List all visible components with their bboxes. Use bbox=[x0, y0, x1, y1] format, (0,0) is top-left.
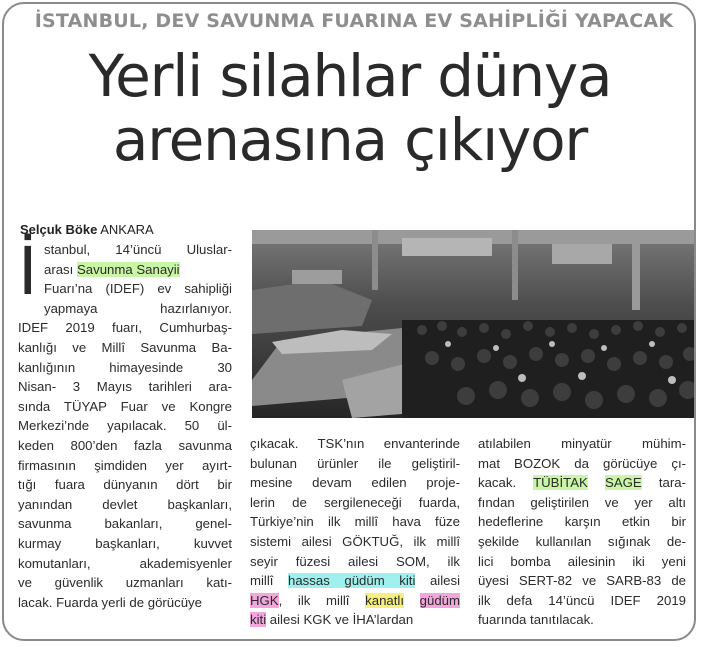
text-line: hedeflerine karşın etkin bir bbox=[478, 514, 686, 530]
article-headline bbox=[10, 44, 690, 172]
byline-location: ANKARA bbox=[100, 222, 154, 237]
highlight-kanatli: kanatlı bbox=[365, 592, 404, 608]
text-line: üyesi SERT-82 ve SARB-83 de bbox=[478, 573, 686, 589]
text-line: lici bomba ailesinin iki yeni bbox=[478, 553, 686, 569]
text-line: kurmay başkanları, kuvvet bbox=[18, 535, 232, 551]
text-line: kanlığının himayesinde 30 bbox=[18, 359, 232, 375]
text-line: seyir füzesi ailesi SOM, ilk bbox=[250, 553, 460, 569]
text-line: ve güvenlik uzmanları katı- bbox=[18, 575, 232, 591]
drop-cap: İ bbox=[18, 233, 38, 310]
highlight-savunma-sanayii: Savunma Sanayii bbox=[76, 261, 180, 277]
text-line: stanbul, 14’üncü Uluslar- bbox=[44, 242, 232, 257]
text-line: tığı fuara dünyanın dört bir bbox=[18, 477, 232, 493]
highlight-hassas-gudum-kiti: hassas güdüm kiti bbox=[288, 573, 416, 589]
text-line: Nisan- 3 Mayıs tarihleri ara- bbox=[18, 379, 232, 395]
headline-line-2: arenasına çıkıyor bbox=[112, 106, 588, 174]
highlight-hgk: HGK bbox=[250, 592, 279, 608]
text-fragment: arası bbox=[44, 261, 77, 277]
text-line: mat BOZOK da görücüye çı- bbox=[478, 455, 686, 471]
text-line bbox=[250, 571, 460, 591]
text-line: Merkezi’nde yapılacak. 50 ül- bbox=[18, 418, 232, 434]
highlight-tubitak: TÜBİTAK bbox=[533, 475, 588, 491]
article-clipping bbox=[2, 2, 696, 641]
text-fragment: ailesi bbox=[415, 573, 460, 589]
text-line bbox=[250, 610, 460, 630]
text-column-3 bbox=[478, 434, 686, 630]
text-line: Türkiye’nin ilk millî hava füze bbox=[250, 514, 460, 530]
text-line bbox=[44, 260, 232, 280]
article-byline bbox=[20, 222, 154, 237]
highlight-kiti: kiti bbox=[250, 612, 267, 628]
text-line: bulunan ürünler ile geliştiril- bbox=[250, 455, 460, 471]
text-line: atılabilen minyatür mühim- bbox=[478, 436, 686, 451]
text-line: kanlığı ve Millî Savunma Ba- bbox=[18, 339, 232, 355]
text-fragment: millî bbox=[250, 573, 289, 589]
text-line: IDEF 2019 fuarı, Cumhurbaş- bbox=[18, 320, 232, 336]
text-fragment: tara- bbox=[641, 475, 687, 491]
text-line: fuarında tanıtılacak. bbox=[478, 612, 594, 628]
text-line: Fuarı’na (IDEF) ev sahipliği bbox=[44, 281, 232, 297]
text-line: yapmaya hazırlanıyor. bbox=[44, 300, 232, 316]
text-line: firmasının şimdiden yer ayırt- bbox=[18, 457, 232, 473]
text-line: yanından devlet başkanları, bbox=[18, 496, 232, 512]
text-line: komutanları, akademisyenler bbox=[18, 555, 232, 571]
text-line: lerin de sergileneceği fuarda, bbox=[250, 494, 460, 510]
text-fragment: kacak. bbox=[478, 475, 534, 491]
highlight-sage: SAGE bbox=[605, 475, 642, 491]
text-line: keden 800’den fazla savunma bbox=[18, 437, 232, 453]
text-line: sistemi ailesi GÖKTUĞ, ilk millî bbox=[250, 533, 460, 549]
text-line: fından geliştirilen ve yer altı bbox=[478, 494, 686, 510]
byline-author: Selçuk Böke bbox=[20, 222, 98, 237]
text-line: savunma bakanları, genel- bbox=[18, 516, 232, 532]
text-fragment: , ilk millî bbox=[278, 592, 366, 608]
text-line: şekilde kullanılan sığınak de- bbox=[478, 533, 686, 549]
text-fragment bbox=[588, 475, 605, 490]
text-column-2 bbox=[250, 434, 460, 630]
text-fragment: ailesi KGK ve İHA’lardan bbox=[266, 612, 414, 628]
text-line: çıkacak. TSK’nın envanterinde bbox=[250, 436, 460, 451]
article-photo bbox=[252, 230, 696, 418]
text-line bbox=[250, 591, 460, 611]
text-line: ilk defa 14’üncü IDEF 2019 bbox=[478, 592, 686, 608]
text-line: sında TÜYAP Fuar ve Kongre bbox=[18, 398, 232, 414]
text-line bbox=[478, 473, 686, 493]
text-fragment bbox=[404, 593, 420, 608]
article-kicker: İSTANBUL, DEV SAVUNMA FUARINA EV SAHİPLİĞİ YAPACAK bbox=[34, 10, 674, 32]
text-column-1 bbox=[18, 233, 232, 612]
text-line: mesine devam edilen proje- bbox=[250, 475, 460, 491]
highlight-gudum: güdüm bbox=[419, 592, 460, 608]
defense-fair-crowd-photo bbox=[252, 230, 696, 418]
headline-line-1: Yerli silahlar dünya bbox=[88, 42, 612, 110]
text-line: lacak. Fuarda yerli de görücüye bbox=[18, 594, 202, 610]
